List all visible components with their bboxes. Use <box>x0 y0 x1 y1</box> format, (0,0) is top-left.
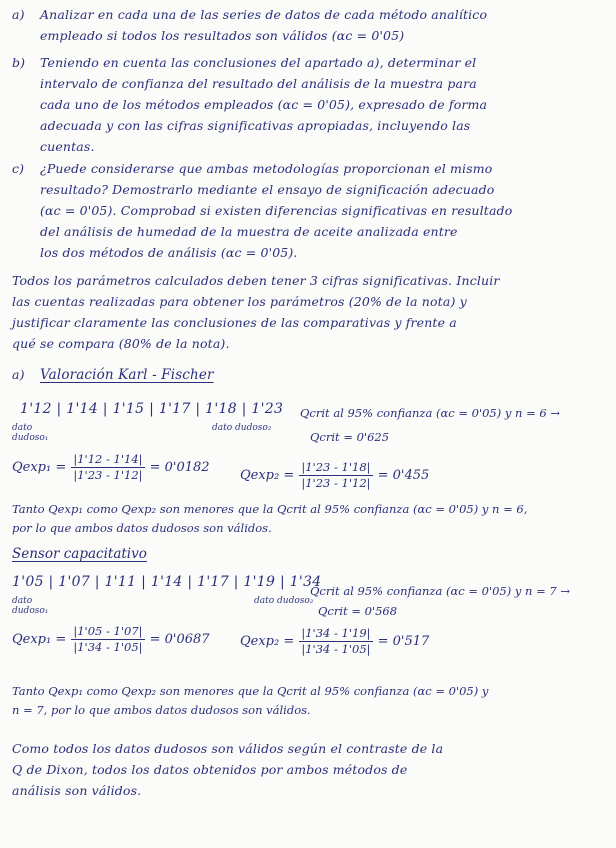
kf-qexp2-denominator: |1'23 - 1'12| <box>301 476 371 490</box>
sc-qexp2-result: = 0'517 <box>377 634 430 649</box>
sc-data-row: 1'05 | 1'07 | 1'11 | 1'14 | 1'17 | 1'19 | 1'34 <box>12 574 322 590</box>
kf-dudoso-1-label: dato dudoso₁ <box>12 423 49 443</box>
kf-conclusion-line-1: Tanto Qexp₁ como Qexp₂ son menores que la Qcrit al 95% confianza (αc = 0'05) y n = 6, <box>12 502 528 516</box>
sc-qcrit-value: Qcrit = 0'568 <box>318 604 398 618</box>
kf-qexp2-label: Qexp₂ = <box>240 468 295 483</box>
note-line-4: qué se compara (80% de la nota). <box>12 336 230 351</box>
question-b-line-4: adecuada y con las cifras significativas apropiadas, incluyendo las <box>40 118 471 133</box>
sc-qexp2-label: Qexp₂ = <box>240 634 295 649</box>
sc-dudoso-1-label: dato dudoso₁ <box>12 596 49 616</box>
question-a <box>12 4 606 46</box>
final-line-3: análisis son válidos. <box>12 783 142 798</box>
kf-qexp1-label: Qexp₁ = <box>12 460 67 475</box>
grading-note <box>12 270 606 354</box>
sc-heading: Sensor capacitativo <box>12 546 147 562</box>
note-line-2: las cuentas realizadas para obtener los parámetros (20% de la nota) y <box>12 294 467 309</box>
sc-qexp1-denominator: |1'34 - 1'05| <box>73 640 143 654</box>
question-a-line-1: Analizar en cada una de las series de datos de cada método analítico <box>40 7 488 22</box>
answer-a-marker: a) <box>12 367 25 382</box>
sc-qcrit-line: Qcrit al 95% confianza (αc = 0'05) y n = 7 → <box>310 584 571 598</box>
kf-qexp1-numerator: |1'12 - 1'14| <box>73 452 143 466</box>
answer-a-header <box>12 364 214 386</box>
question-a-marker: a) <box>12 7 25 22</box>
sc-conclusion <box>12 682 488 720</box>
kf-qexp2-numerator: |1'23 - 1'18| <box>301 460 371 474</box>
question-b <box>12 52 606 157</box>
kf-qexp1-fraction <box>71 452 144 483</box>
question-c-line-5: los dos métodos de análisis (αc = 0'05). <box>40 245 298 260</box>
question-c-line-2: resultado? Demostrarlo mediante el ensayo de significación adecuado <box>40 182 495 197</box>
sc-qexp1-fraction <box>71 624 144 655</box>
final-line-2: Q de Dixon, todos los datos obtenidos por ambos métodos de <box>12 762 408 777</box>
kf-data-row: 1'12 | 1'14 | 1'15 | 1'17 | 1'18 | 1'23 <box>20 401 284 417</box>
sc-qexp1-numerator: |1'05 - 1'07| <box>73 624 143 638</box>
question-c-line-1: ¿Puede considerarse que ambas metodologías proporcionan el mismo <box>40 161 493 176</box>
sc-qexp1-result: = 0'0687 <box>149 632 210 647</box>
kf-heading: Valoración Karl - Fischer <box>40 367 214 383</box>
sc-qexp1-label: Qexp₁ = <box>12 632 67 647</box>
sc-conclusion-line-2: n = 7, por lo que ambos datos dudosos son válidos. <box>12 703 311 717</box>
question-b-line-5: cuentas. <box>40 139 95 154</box>
final-conclusion <box>12 738 443 801</box>
question-b-line-2: intervalo de confianza del resultado del análisis de la muestra para <box>40 76 477 91</box>
question-b-marker: b) <box>12 55 26 70</box>
note-line-3: justificar claramente las conclusiones de las comparativas y frente a <box>12 315 457 330</box>
kf-qcrit-value: Qcrit = 0'625 <box>310 430 390 444</box>
question-c <box>12 158 606 263</box>
note-line-1: Todos los parámetros calculados deben tener 3 cifras significativas. Incluir <box>12 273 500 288</box>
sc-qexp1-equation <box>12 624 210 655</box>
sc-qexp2-denominator: |1'34 - 1'05| <box>301 642 371 656</box>
kf-qexp2-equation <box>240 460 429 491</box>
question-b-line-3: cada uno de los métodos empleados (αc = 0'05), expresado de forma <box>40 97 488 112</box>
question-c-line-4: del análisis de humedad de la muestra de aceite analizada entre <box>40 224 458 239</box>
sc-dudoso-2-label: dato dudoso₂ <box>254 596 314 606</box>
kf-qexp1-result: = 0'0182 <box>149 460 210 475</box>
final-line-1: Como todos los datos dudosos son válidos según el contraste de la <box>12 741 444 756</box>
question-c-marker: c) <box>12 161 25 176</box>
kf-conclusion <box>12 500 527 538</box>
kf-qexp1-equation <box>12 452 210 483</box>
question-a-line-2: empleado si todos los resultados son válidos (αc = 0'05) <box>40 28 405 43</box>
question-c-line-3: (αc = 0'05). Comprobad si existen diferencias significativas en resultado <box>40 203 513 218</box>
kf-qexp1-denominator: |1'23 - 1'12| <box>73 468 143 482</box>
sc-qexp2-numerator: |1'34 - 1'19| <box>301 626 371 640</box>
sc-qexp2-equation <box>240 626 429 657</box>
question-b-line-1: Teniendo en cuenta las conclusiones del apartado a), determinar el <box>40 55 477 70</box>
kf-dudoso-2-label: dato dudoso₂ <box>212 423 272 433</box>
sc-conclusion-line-1: Tanto Qexp₁ como Qexp₂ son menores que la Qcrit al 95% confianza (αc = 0'05) y <box>12 684 489 698</box>
kf-conclusion-line-2: por lo que ambos datos dudosos son válidos. <box>12 521 272 535</box>
kf-qcrit-line: Qcrit al 95% confianza (αc = 0'05) y n = 6 → <box>300 406 561 420</box>
kf-qexp2-fraction <box>299 460 372 491</box>
sc-qexp2-fraction <box>299 626 372 657</box>
kf-qexp2-result: = 0'455 <box>377 468 430 483</box>
